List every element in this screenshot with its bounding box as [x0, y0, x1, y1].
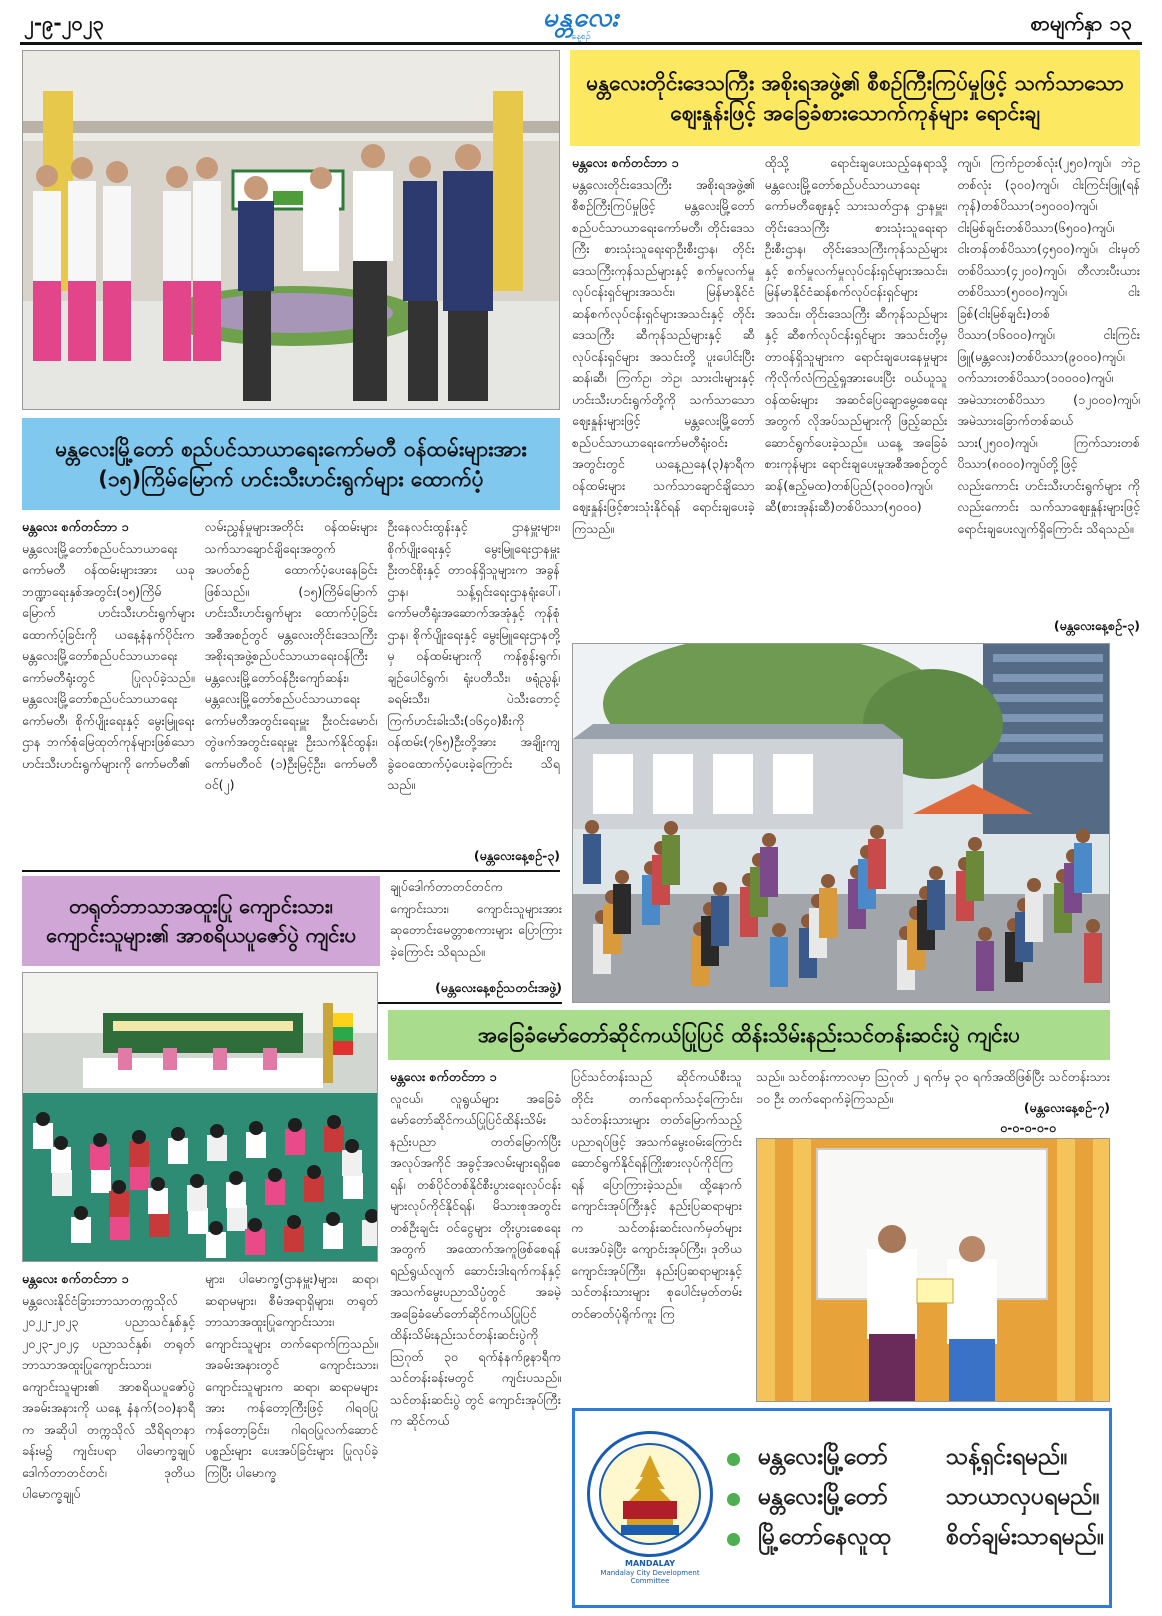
story2-source: (မန္တလေးနေ့စဉ်-၃) — [473, 847, 560, 863]
story1-col1: မန္တလေးတိုင်းဒေသကြီး အစိုးရအဖွဲ့၏ စီစဉ်ကြီးကြပ်မှုဖြင့် မန္တလေးမြို့တော်စည်ပင်သာယာရေးကော်မတီ၊ တိုင်းဒေသကြီး စားသုံးသူရေးရာဦးစီးဌာန၊ တိုင်းဒေသကြီးကုန်သည်များနှင့် စက်မှုလက်မှုလုပ်ငန်းရှင်များအသင်း၊ မြန်မာနိုင်ငံဆန်စက်လုပ်ငန်းရှင်များအသင်းနှင့် တိုင်းဒေသကြီး ဆီကုန်သည်များနှင့် ဆီလုပ်ငန်းရှင်များ အသင်းတို့ ပူးပေါင်းပြီး ဆန်၊ဆီ၊ ကြက်ဥ၊ ဘဲဥ၊ သားငါးများနှင့် ဟင်းသီးဟင်းရွက်တို့ကို သက်သာသော ဈေးနှုန်းများဖြင့် မန္တလေးမြို့တော်စည်ပင်သာယာရေးကော်မတီရုံးဝင်းအတွင်းတွင် ယနေ့ညနေ(၃)နာရီက ဝန်ထမ်းများ သက်သာချောင်ချိသောဈေးနှုန်းဖြင့်စားသုံးနိုင်ရန် ရောင်းချပေးခဲ့ကြသည်။ — [572, 176, 755, 536]
issue-date: ၂-၉-၂၀၂၃ — [24, 11, 104, 35]
photo-certificate-handover — [756, 1138, 1110, 1402]
story1-col2: ထိုသို့ ရောင်းချပေးသည့်နေရာသို့ မန္တလေးမြို့တော်စည်ပင်သာယာရေးကော်မတီဈေးနှင့် သားသတ်ဌာန ဌာနမှူး၊ တိုင်းဒေသကြီး စားသုံးသူရေးရာ ဦးစီးဌာန၊ တိုင်းဒေသကြီးကုန်သည်များနှင့် စက်မှုလက်မှုလုပ်ငန်းရှင်များအသင်း၊ မြန်မာနိုင်ငံဆန်စက်လုပ်ငန်းရှင်များအသင်း၊ တိုင်းဒေသကြီး ဆီကုန်သည်များနှင့် ဆီစက်လုပ်ငန်းရှင်များ အသင်းတို့မှ တာဝန်ရှိသူများက ရောင်းချပေးနေမှုများကိုလိုက်လံကြည့်ရှုအားပေးပြီး ဝယ်ယူသူ ဝန်ထမ်းများ အဆင်ပြေချောမွေ့စေရေးအတွက် လိုအပ်သည်များကို ဖြည့်ဆည်းဆောင်ရွက်ပေးခဲ့သည်။ ယနေ့ အခြေခံစားကုန်များ ရောင်းချပေးမှုအစီအစဉ်တွင် ဆန်(ဧည့်မထ)တစ်ပြည်(၃၀၀၀)ကျပ်၊ ဆီ(စားအုန်းဆီ)တစ်ပိဿာ(၅၀၀၀) — [764, 155, 948, 514]
bullet-icon — [727, 1493, 740, 1506]
divider — [22, 870, 560, 872]
photo-vegetable-donation — [22, 50, 560, 410]
newspaper-logo — [515, 4, 647, 42]
slogan-predicate: စိတ်ချမ်းသာရမည်။ — [946, 1524, 1105, 1550]
mcdc-seal-top-text: Mandalay City Development Committee — [600, 1569, 700, 1585]
logo-subtitle: နေ့စဉ် — [571, 32, 591, 42]
slogan-predicate: သန့်ရှင်းရမည်။ — [946, 1444, 1068, 1470]
mcdc-seal — [587, 1431, 713, 1585]
story2-byline: မန္တလေး စက်တင်ဘာ ၁ — [22, 519, 129, 534]
bullet-icon — [727, 1453, 740, 1466]
photo-respect-ceremony — [22, 972, 378, 1262]
photo-food-sale-crowd-image — [573, 644, 1110, 1003]
story3-body — [22, 1268, 378, 1608]
story1-byline: မန္တလေး စက်တင်ဘာ ၁ — [572, 155, 679, 170]
photo-certificate-handover-image — [757, 1139, 1110, 1402]
mcdc-seal-bottom-text: MANDALAY — [625, 1559, 675, 1568]
photo-respect-ceremony-image — [23, 973, 378, 1262]
story2-col1: မန္တလေးမြို့တော်စည်ပင်သာယာရေးကော်မတီ ဝန်ထမ်းများအား ယခုဘဏ္ဍာရေးနှစ်အတွင်း(၁၅)ကြိမ်မြောက် ဟင်းသီးဟင်းရွက်များ ထောက်ပံ့ခြင်းကို ယနေ့နံနက်ပိုင်းက မန္တလေးမြို့တော်စည်ပင်သာယာရေးကော်မတီရုံးတွင် ပြုလုပ်ခဲ့သည်။ မန္တလေးမြို့တော်စည်ပင်သာယာရေးကော်မတီ၊ စိုက်ပျိုးရေးနှင့် မွေးမြူရေးဌာန ဘက်စုံမြေထုတ်ကုန်များဖြစ်သော ဟင်းသီးဟင်းရွက်များကို ကော်မတီ၏ — [22, 540, 195, 771]
story2-col2: လမ်းညွှန်မှုများအတိုင်း ဝန်ထမ်းများ သက်သာချောင်ချိရေးအတွက် အပတ်စဉ် ထောက်ပံ့ပေးနေခြင်းဖြစ်သည်။ (၁၅)ကြိမ်မြောက် ဟင်းသီးဟင်းရွက်များ ထောက်ပံ့ခြင်းအစီအစဉ်တွင် မန္တလေးတိုင်းဒေသကြီး အစိုးရအဖွဲ့စည်ပင်သာယာရေးဝန်ကြီး မန္တလေးမြို့တော်ဝန်ဦးကျော်ဆန်း၊ မန္တလေးမြို့တော်စည်ပင်သာယာရေးကော်မတီအတွင်းရေးမှူး ဦးဝင်းမောင်၊ တွဲဖက်အတွင်းရေးမှူး ဦးသက်နိုင်ထွန်း၊ ကော်မတီဝင် (၁)ဦးမြင့်ဦး၊ ကော်မတီဝင်(၂) — [204, 519, 378, 792]
palace-icon — [593, 1437, 707, 1551]
slogan-item — [727, 1479, 1107, 1519]
story3-side-text: ချုပ်ဒေါက်တာတင်တင်က ကျောင်းသား၊ ကျောင်းသူများအား ဆုတောင်းမေတ္တာစကားများ ပြောကြားခဲ့ကြောင်း သိရသည်။ — [390, 879, 562, 959]
story3-col1: မန္တလေးနိုင်ငံခြားဘာသာတက္ကသိုလ် ၂၀၂၂-၂၀၂၃ ပညာသင်နှစ်နှင့် ၂၀၂၃-၂၀၂၄ ပညာသင်နှစ်၊ တရုတ်ဘာသာအထူးပြုကျောင်းသား၊ ကျောင်းသူများ၏ အာစရိယပူဇော်ပွဲ အခမ်းအနားကို ယနေ့ နံနက်(၁၀)နာရီက အဆိုပါ တက္ကသိုလ် သီရိရတနာခန်းမ၌ ကျင်းပရာ ပါမောက္ခချုပ် ဒေါက်တာတင်တင်၊ ဒုတိယပါမောက္ခချုပ် — [22, 1292, 195, 1501]
story3-byline: မန္တလေး စက်တင်ဘာ ၁ — [22, 1271, 129, 1286]
story4-col3: သည်။ သင်တန်းကာလမှာ ဩဂုတ် ၂ ရက်မှ ၃၀ ရက်အထိဖြစ်ပြီး သင်တန်းသား ၁၀ ဦး တက်ရောက်ခဲ့ကြသည်။ — [756, 1069, 1110, 1106]
story1-source: (မန္တလေးနေ့စဉ်-၃) — [1053, 617, 1140, 633]
story4-source: (မန္တလေးနေ့စဉ်-၇) — [1023, 1100, 1110, 1115]
story2-body — [22, 516, 560, 866]
story3-source: (မန္တလေးနေ့စဉ်သတင်းအဖွဲ့) — [435, 980, 562, 995]
story4-headline: အခြေခံမော်တော်ဆိုင်ကယ်ပြုပြင် ထိန်းသိမ်းနည်းသင်တန်းဆင်းပွဲ ကျင်းပ — [388, 1010, 1110, 1060]
logo-title: မန္တလေး — [542, 3, 620, 33]
story4-byline: မန္တလေး စက်တင်ဘာ ၁ — [390, 1069, 497, 1084]
slogan-subject: မန္တလေးမြို့တော် — [758, 1484, 888, 1510]
page-number: စာမျက်နှာ ၁၃ — [1030, 11, 1132, 35]
slogan-item — [727, 1519, 1107, 1559]
story3-headline: တရုတ်ဘာသာအထူးပြု ကျောင်းသား၊ ကျောင်းသူများ၏ အာစရိယပူဇော်ပွဲ ကျင်းပ — [22, 876, 380, 966]
slogan-subject: မြို့တော်နေလူထု — [758, 1524, 892, 1550]
story2-headline: မန္တလေးမြို့တော် စည်ပင်သာယာရေးကော်မတီ ဝန်ထမ်းများအား (၁၅)ကြိမ်မြောက် ဟင်းသီးဟင်းရွက်များ ထောက်ပံ့ — [22, 418, 560, 510]
bullet-icon — [727, 1533, 740, 1546]
story1-body — [572, 152, 1140, 636]
story4-end-mark: ၀-၀-၀-၀-၀ — [1000, 1120, 1056, 1135]
photo-food-sale-crowd — [572, 643, 1110, 1003]
story3-col2: များ၊ ပါမောက္ခ(ဌာနမှူး)များ၊ ဆရာ၊ ဆရာမများ၊ စီမံအရာရှိများ၊ တရုတ်ဘာသာအထူးပြုကျောင်းသား၊ ကျောင်းသူများ တက်ရောက်ကြသည်။ အခမ်းအနားတွင် ကျောင်းသား၊ ကျောင်းသူများက ဆရာ၊ ဆရာမများအား ကန်တော့ကြီးဖြင့် ဂါရဝပြုကန်တော့ခြင်း၊ ဂါရဝပြုလက်ဆောင်ပစ္စည်းများ ပေးအပ်ခြင်းများ ပြုလုပ်ခဲ့ကြပြီး ပါမောက္ခ — [205, 1271, 378, 1480]
slogan-subject: မန္တလေးမြို့တော် — [758, 1444, 888, 1470]
story4-col2: ပြင်သင်တန်းသည် ဆိုင်ကယ်စီးသူတိုင်း တက်ရောက်သင့်ကြောင်း၊ သင်တန်းသားများ တတ်မြောက်သည့် ပညာရပ်ဖြင့် အသက်မွေးဝမ်းကြောင်း ဆောင်ရွက်နိုင်ရန်ကြိုးစားလုပ်ကိုင်ကြရန် ပြောကြားခဲ့သည်။ ထို့နောက်ကျောင်းအုပ်ကြီးနှင့် နည်းပြဆရာများက သင်တန်းဆင်းလက်မှတ်များပေးအပ်ခဲ့ပြီး ကျောင်းအုပ်ကြီး၊ ဒုတိယကျောင်းအုပ်ကြီး၊ နည်းပြဆရာများနှင့် သင်တန်းသားများ စုပေါင်းမှတ်တမ်းတင်ဓာတ်ပုံရိုက်ကူး ကြ — [571, 1069, 742, 1321]
slogan-item — [727, 1439, 1107, 1479]
story1-col3: ကျပ်၊ ကြက်ဥတစ်လုံး(၂၅၀)ကျပ်၊ ဘဲဥ တစ်လုံး (၃၀၀)ကျပ်၊ ငါးကြင်းဖြူ(ရန်ကုန်)တစ်ပိဿာ(၁၅၀၀၀)ကျပ်၊ ငါးမြစ်ချင်းတစ်ပိဿာ(၆၅၀၀)ကျပ်၊ ငါးတန်တစ်ပိဿာ(၄၅၀၀)ကျပ်၊ ငါးမှတ်တစ်ပိဿာ(၄၂၀၀)ကျပ်၊ တီလားပီးယားတစ်ပိဿာ(၅၀၀၀)ကျပ်၊ ငါးခြစ်(ငါးမြစ်ချင်း)တစ်ပိဿာ(၁၆၀၀၀)ကျပ်၊ ငါးကြင်းဖြူ(မန္တလေး)တစ်ပိဿာ(၉၀၀၀)ကျပ်၊ ဝက်သားတစ်ပိဿာ(၁၀၀၀၀)ကျပ်၊ အမဲသားတစ်ပိဿာ (၁၂၀၀၀)ကျပ်၊ အမဲသားခြောက်တစ်ဆယ်သား(၂၅၀၀)ကျပ်၊ ကြက်သားတစ်ပိဿာ(၈၀၀၀)ကျပ်တို့ဖြင့် လည်းကောင်း ဟင်းသီးဟင်းရွက်များ ကိုလည်းကောင်း သက်သာဈေးနှုန်းများဖြင့် ရောင်းချပေးလျက်ရှိကြောင်း သိရသည်။ — [957, 155, 1140, 536]
header-rule — [20, 42, 1142, 45]
mcdc-slogan-ad — [572, 1408, 1112, 1608]
story1-headline: မန္တလေးတိုင်းဒေသကြီး အစိုးရအဖွဲ့၏ စီစဉ်ကြီးကြပ်မှုဖြင့် သက်သာသော ဈေးနှုန်းဖြင့် အခြေခံစားသောက်ကုန်များ ရောင်းချ — [570, 50, 1140, 146]
story4-col1: လူငယ်၊ လူရွယ်များ အခြေခံမော်တော်ဆိုင်ကယ်ပြုပြင်ထိန်းသိမ်းနည်းပညာ တတ်မြောက်ပြီး အလုပ်အကိုင် အခွင့်အလမ်းများရရှိစေရန်၊ တစ်ပိုင်တစ်နိုင်စီးပွားရေးလုပ်ငန်းများလုပ်ကိုင်နိုင်ရန်၊ မိသားစုအတွင်း တစ်ဦးချင်း ဝင်ငွေများ တိုးပွားစေရေးအတွက် အထောက်အကူဖြစ်စေရန် ရည်ရွယ်လျက် ဆောင်းဒါးရက်ကန်နှင့် အသက်မွေးပညာသိပ္ပံတွင် အခမဲ့ အခြေခံမော်တော်ဆိုင်ကယ်ပြုပြင်ထိန်းသိမ်းနည်းသင်တန်းဆင်းပွဲကိုဩဂုတ် ၃၀ ရက်နံနက်၉နာရီက သင်တန်းခန်းမတွင် ကျင်းပသည်။ သင်တန်းဆင်းပွဲ တွင် ကျောင်းအုပ်ကြီးက ဆိုင်ကယ် — [390, 1090, 561, 1428]
mcdc-seal-emblem — [587, 1431, 713, 1557]
slogan-predicate: သာယာလှပရမည်။ — [946, 1484, 1100, 1510]
story2-col3: ဦးနေလင်းထွန်းနှင့် ဌာနမှူးများ၊ စိုက်ပျိုးရေးနှင့် မွေးမြူရေးဌာနမှူး ဦးတင်စိုးနှင့် တာဝန်ရှိသူများက အခွန်ဌာန၊ သန့်ရှင်းရေးဌာနရုံးပေါ်၊ ကော်မတီရုံးအဆောက်အအုံနှင့် ကုန်စုံဌာန၊ စိုက်ပျိုးရေးနှင့် မွေးမြူရေးဌာနတို့မှ ဝန်ထမ်းများကို ကန်စွန်းရွက်၊ ချဉ်ပေါင်ရွက်၊ ရုံးပတီသီး၊ ဖရုံညွန့်၊ ခရမ်းသီး၊ ပဲသီးတောင့်ကြက်ဟင်းခါးသီး(၁၆၄၀)စီးကို ဝန်ထမ်း(၇၆၅)ဦးတို့အား အချိုးကျခွဲဝေထောက်ပံ့ပေးခဲ့ကြောင်း သိရသည်။ — [387, 519, 560, 792]
photo-vegetable-donation-image — [23, 51, 560, 410]
slogan-list — [727, 1439, 1107, 1559]
